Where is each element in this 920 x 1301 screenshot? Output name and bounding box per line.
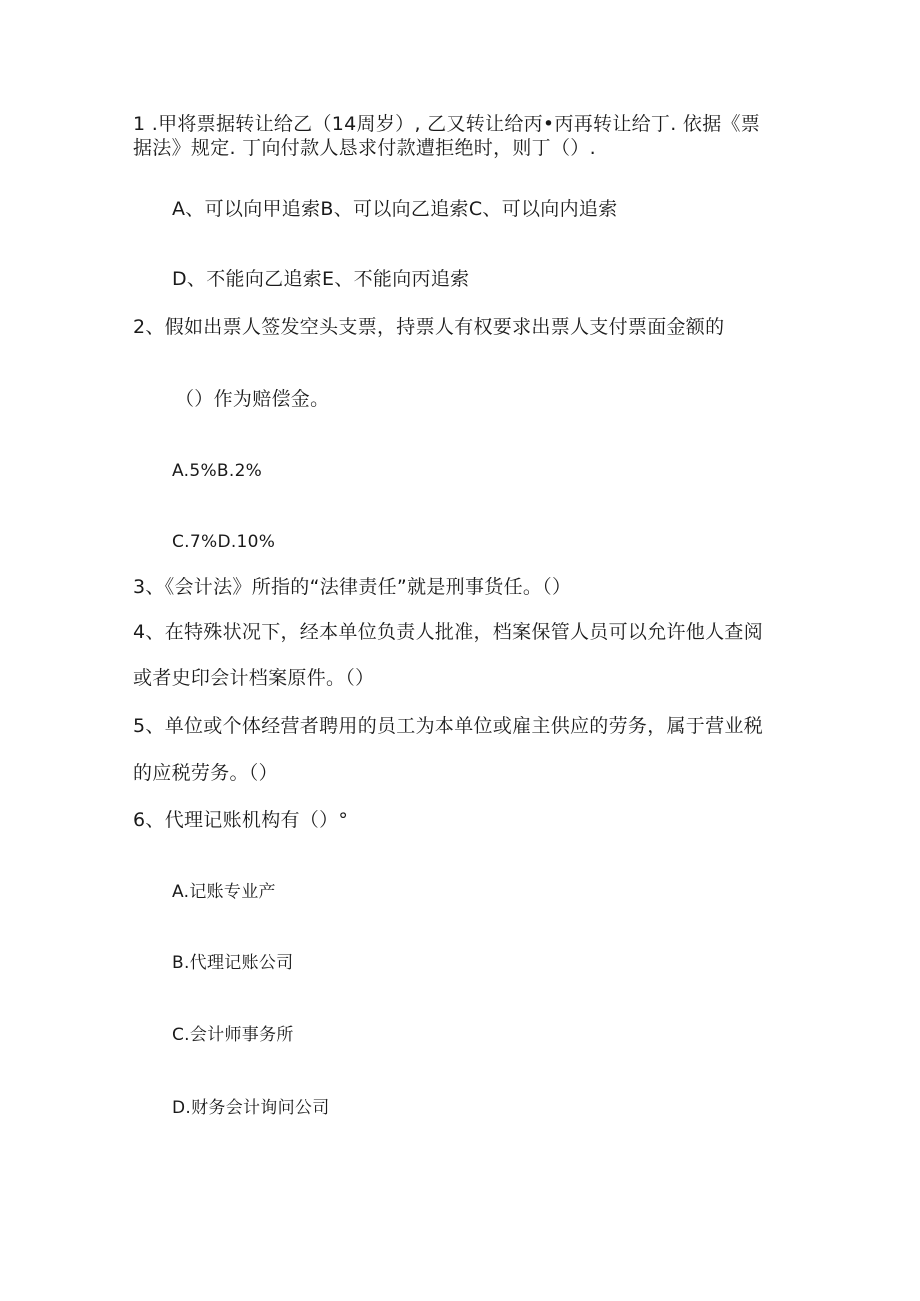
question-6-option-c: C.会计师事务所 (172, 1025, 294, 1045)
question-6-option-a: A.记账专业产 (172, 882, 276, 902)
question-1-options-line-2: D、不能向乙追索E、不能向丙追索 (172, 268, 470, 290)
question-6-option-d: D.财务会计询问公司 (172, 1098, 330, 1118)
question-5-text-line-2: 的应税劳务。（） (133, 762, 278, 784)
question-2-options-line-2: C.7%D.10% (172, 532, 276, 552)
question-6-option-b: B.代理记账公司 (172, 953, 294, 973)
question-2-options-line-1: A.5%B.2% (172, 461, 263, 481)
question-5-text-line-1: 5、单位或个体经营者聘用的员工为本单位或雇主供应的劳务，属于营业税 (133, 715, 763, 737)
question-1-text-line-2: 据法》规定. 丁向付款人恳求付款遭拒绝时，则丁（）. (133, 137, 596, 159)
question-4-text-line-2: 或者史印会计档案原件。（） (133, 667, 375, 689)
question-1-text-line-1: 1 .甲将票据转让给乙（14周岁）, 乙又转让给丙•丙再转让给丁. 依据《票 (133, 113, 761, 135)
question-2-text-line-1: 2、假如出票人签发空头支票，持票人有权要求出票人支付票面金额的 (133, 316, 725, 338)
question-4-text-line-1: 4、在特殊状况下，经本单位负责人批准，档案保管人员可以允许他人查阅 (133, 621, 763, 643)
question-2-text-line-2: （）作为赔偿金。 (175, 388, 330, 410)
question-3-text: 3、《会计法》所指的“法律责任”就是刑事货任。（） (133, 576, 572, 598)
question-6-text: 6、代理记账机构有（）° (133, 809, 349, 831)
question-1-options-line-1: A、可以向甲追索B、可以向乙追索C、可以向内追索 (172, 198, 618, 220)
